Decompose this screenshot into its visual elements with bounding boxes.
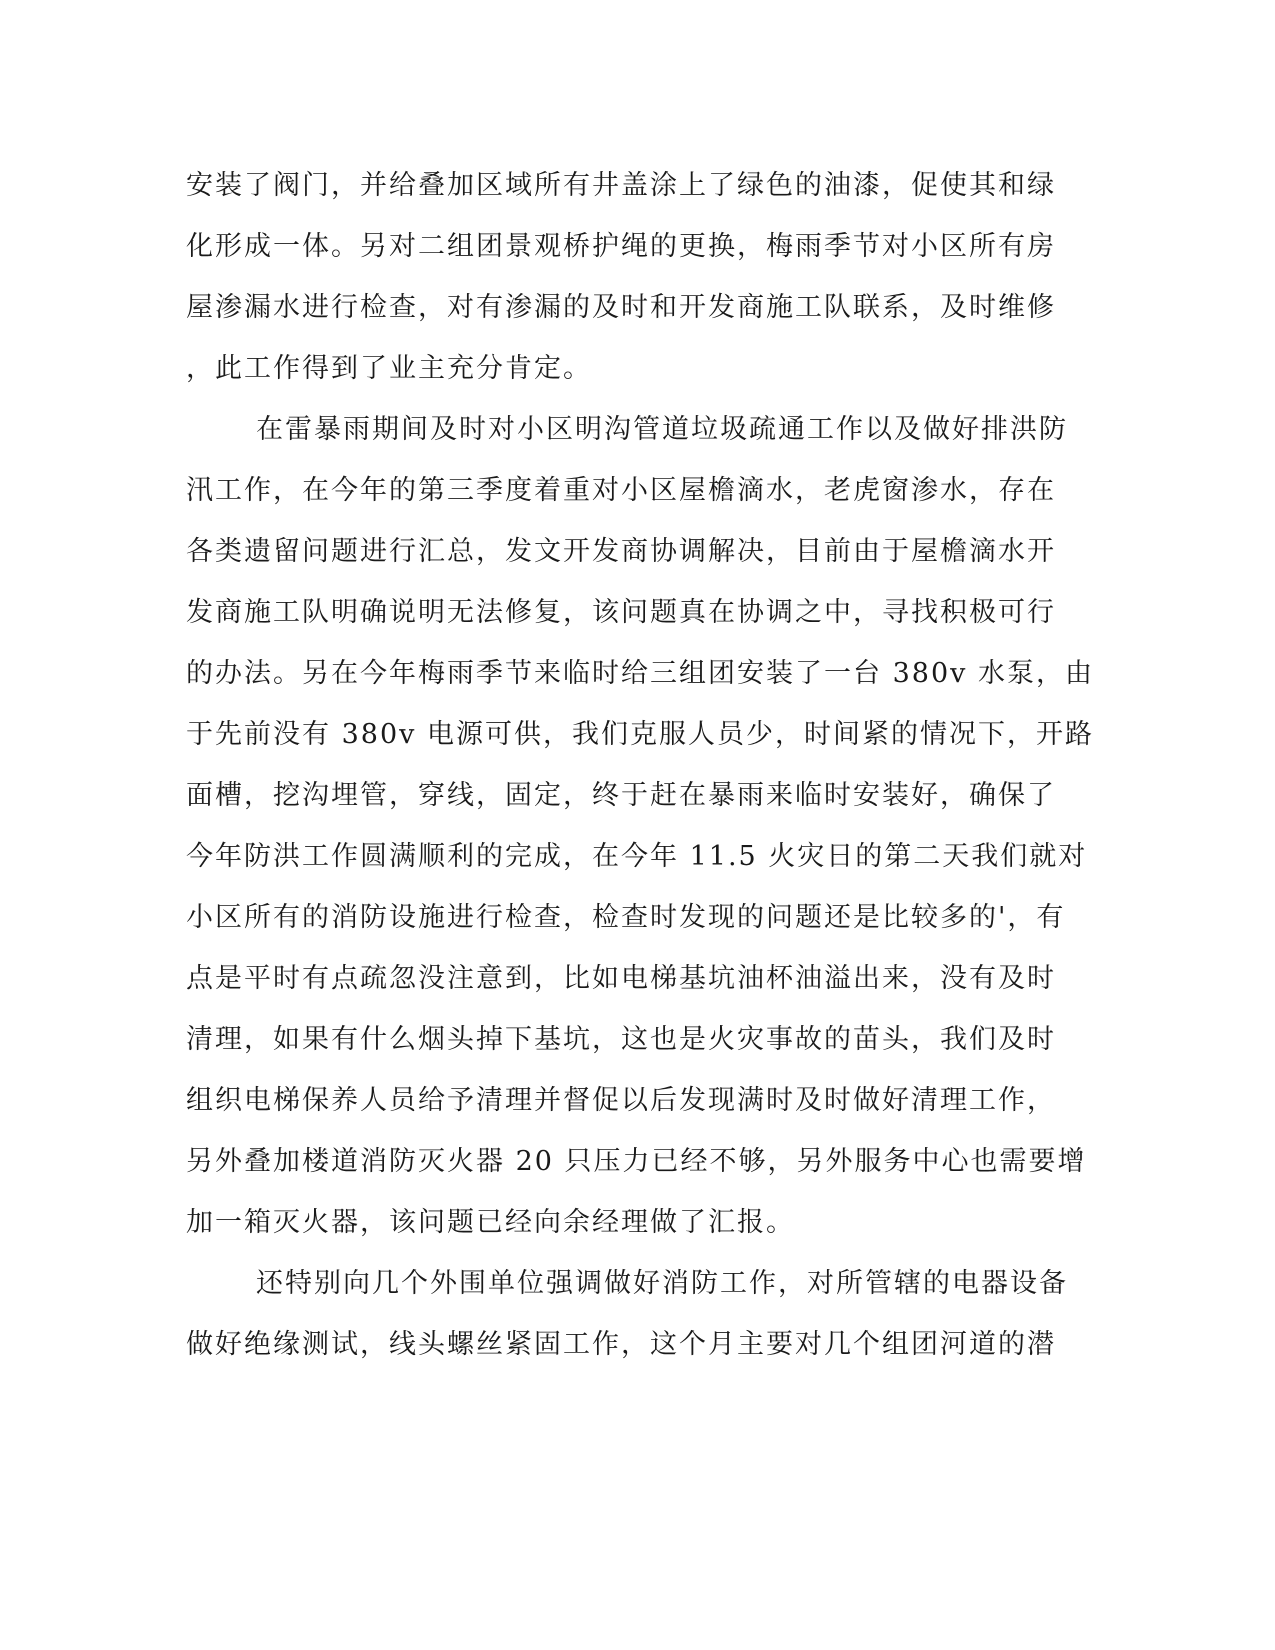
text-line: 汛工作，在今年的第三季度着重对小区屋檐滴水，老虎窗渗水，存在 <box>186 475 1056 506</box>
paragraph-1 <box>186 155 1066 399</box>
text-line: 屋渗漏水进行检查，对有渗漏的及时和开发商施工队联系，及时维修 <box>186 292 1056 323</box>
text-line: 还特别向几个外围单位强调做好消防工作，对所管辖的电器设备 <box>256 1268 1068 1299</box>
text-line: 发商施工队明确说明无法修复，该问题真在协调之中，寻找积极可行 <box>186 597 1056 628</box>
text-line: 各类遗留问题进行汇总，发文开发商协调解决，目前由于屋檐滴水开 <box>186 536 1056 567</box>
text-line: 做好绝缘测试，线头螺丝紧固工作，这个月主要对几个组团河道的潜 <box>186 1329 1056 1360</box>
text-line: 面槽，挖沟埋管，穿线，固定，终于赶在暴雨来临时安装好，确保了 <box>186 780 1056 811</box>
text-line: 于先前没有 380v 电源可供，我们克服人员少，时间紧的情况下，开路 <box>186 719 1094 750</box>
text-line: 组织电梯保养人员给予清理并督促以后发现满时及时做好清理工作， <box>186 1085 1056 1116</box>
paragraph-3 <box>186 1253 1066 1375</box>
text-line: 的办法。另在今年梅雨季节来临时给三组团安装了一台 380v 水泵，由 <box>186 658 1094 689</box>
text-line: 今年防洪工作圆满顺利的完成，在今年 11.5 火灾日的第二天我们就对 <box>186 841 1088 872</box>
text-line: 另外叠加楼道消防灭火器 20 只压力已经不够，另外服务中心也需要增 <box>186 1146 1087 1177</box>
text-line: 点是平时有点疏忽没注意到，比如电梯基坑油杯油溢出来，没有及时 <box>186 963 1056 994</box>
paragraph-2 <box>186 399 1094 1253</box>
text-line: ，此工作得到了业主充分肯定。 <box>186 353 592 384</box>
text-line: 清理，如果有什么烟头掉下基坑，这也是火灾事故的苗头，我们及时 <box>186 1024 1056 1055</box>
text-line: 小区所有的消防设施进行检查，检查时发现的问题还是比较多的'，有 <box>186 902 1066 933</box>
text-line: 化形成一体。另对二组团景观桥护绳的更换，梅雨季节对小区所有房 <box>186 231 1056 262</box>
text-line: 安装了阀门，并给叠加区域所有井盖涂上了绿色的油漆，促使其和绿 <box>186 170 1056 201</box>
text-line: 在雷暴雨期间及时对小区明沟管道垃圾疏通工作以及做好排洪防 <box>256 414 1068 445</box>
text-line: 加一箱灭火器，该问题已经向余经理做了汇报。 <box>186 1207 795 1238</box>
body-text <box>186 155 1094 1375</box>
